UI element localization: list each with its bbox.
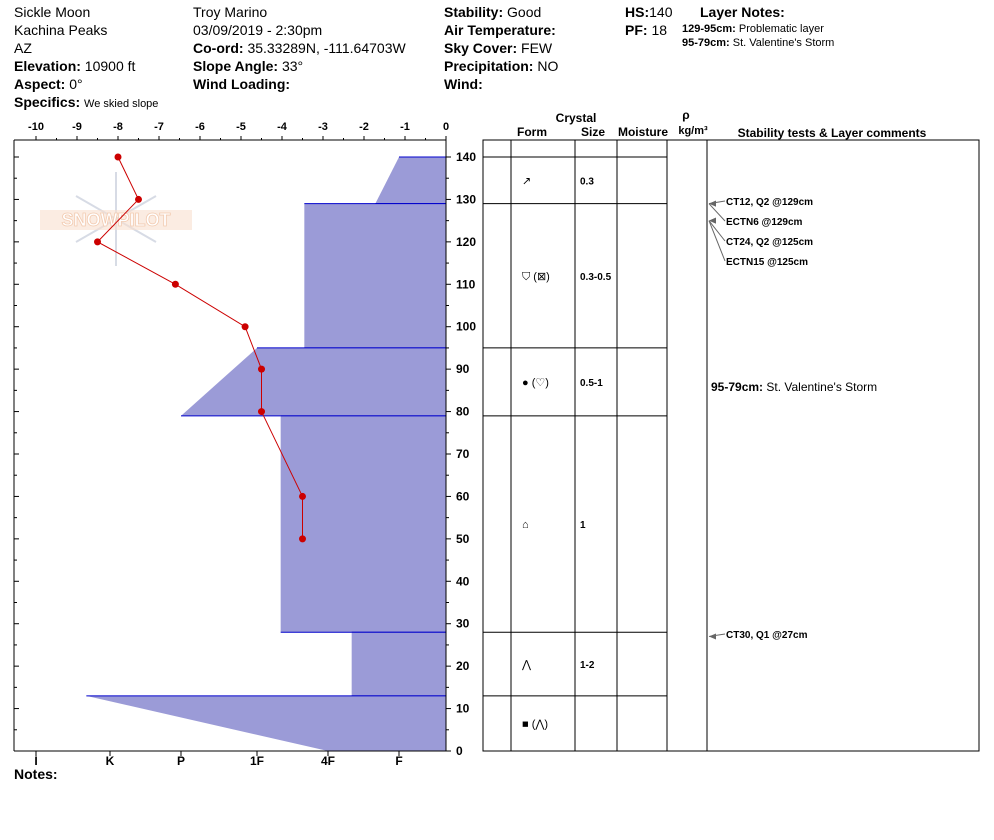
temp-tick-label: -7 [154,121,164,133]
layer-notes-label: Layer Notes: [700,4,785,20]
hardness-tick-label: P [176,754,186,768]
elevation-value: 10900 ft [84,58,136,74]
hardness-layer [281,416,446,632]
temperature-point [299,493,306,500]
temperature-point [94,238,101,245]
crystal-header: Crystal [555,111,597,125]
stability-tests [709,197,813,641]
aspect-value: 0° [69,76,83,92]
state-name: AZ [14,40,32,56]
layer-comment-text: St. Valentine's Storm [766,380,878,394]
height-tick-label: 0 [456,744,463,758]
hardness-layer [352,632,446,696]
temp-tick-label: -3 [318,121,328,133]
height-tick-label: 60 [456,489,470,504]
stability-value: Good [507,4,542,20]
pf-label: PF: [625,22,648,38]
stability-test-label: CT24, Q2 @125cm [726,237,814,248]
layer-table [483,108,979,751]
temp-tick-label: 0 [442,121,450,133]
hardness-tick-label: 4F [320,754,336,768]
hardness-tick-label: I [34,754,38,768]
tests-header: Stability tests & Layer comments [737,126,927,140]
moisture-header: Moisture [617,125,669,139]
notes-label-text: Notes: [14,766,58,782]
layer-note-text: St. Valentine's Storm [732,37,835,49]
height-tick-label: 10 [456,701,470,716]
stability-test-label: CT12, Q2 @129cm [726,197,814,208]
hardness-tick-label: 1F [249,754,265,768]
wind-label: Wind: [444,76,483,92]
temp-tick-label: -9 [72,121,82,133]
height-tick-label: 90 [456,362,470,377]
height-tick-label: 40 [456,574,470,589]
crystal-form-icon: ⌂ [522,519,529,532]
test-pointer [709,204,725,221]
height-tick-label: 120 [456,234,477,249]
hardness-tick-label: F [395,754,403,768]
date-time: 03/09/2019 - 2:30pm [193,22,323,38]
coord-value: 35.33289N, -111.64703W [247,40,406,56]
stability-test-label: CT30, Q1 @27cm [726,630,808,641]
temperature-point [172,281,179,288]
temp-tick-label: -5 [236,121,246,133]
range-name: Kachina Peaks [14,22,108,38]
table-frame [483,140,979,751]
height-tick-label: 140 [456,150,477,164]
stability-test-label: ECTN15 @125cm [726,257,809,268]
temp-tick-label: -4 [277,121,287,133]
coord-label: Co-ord: [193,40,244,56]
logo-text: SNOWPILOT [61,210,171,230]
precip-label: Precipitation: [444,58,534,74]
hardness-profile [86,157,446,751]
test-arrowhead [709,201,716,207]
height-tick-label: 30 [456,616,470,631]
location-name: Sickle Moon [14,4,91,20]
height-tick-label: 20 [456,659,470,674]
density-unit-header: kg/m³ [678,125,708,137]
precip-value: NO [537,58,559,74]
specifics-value: We skied slope [84,98,159,110]
height-tick-label: 80 [456,404,470,419]
temperature-point [135,196,142,203]
test-arrowhead [709,633,716,639]
temp-tick-label: -10 [28,121,44,133]
test-pointer [709,221,725,241]
observer-name: Troy Marino [193,4,268,20]
air-temp-label: Air Temperature: [444,22,556,38]
crystal-size: 0.3 [580,176,594,188]
crystal-form-icon: ⛉ (⊠) [522,270,550,283]
crystal-size: 1 [580,520,586,532]
height-tick-label: 100 [456,319,477,334]
size-header: Size [580,125,606,139]
stability-label: Stability: [444,4,504,20]
temperature-point [258,408,265,415]
layer-comment-range: 95-79cm: [711,380,764,394]
temp-tick-label: -6 [195,121,205,133]
crystal-form-icon: ■ (⋀) [522,718,549,731]
crystal-size: 0.3-0.5 [580,271,612,283]
height-tick-label: 130 [456,192,477,207]
layer-comment [711,380,877,394]
rho-header: ρ [682,108,690,122]
temp-tick-label: -1 [400,121,410,133]
slope-label: Slope Angle: [193,58,279,74]
layer-note-range: 95-79cm: [682,37,730,49]
temperature-point [299,535,306,542]
specifics-label: Specifics: [14,94,81,110]
sky-cover-label: Sky Cover: [444,40,518,56]
temp-tick-label: -8 [113,121,123,133]
wind-loading-label: Wind Loading: [193,76,291,92]
slope-value: 33° [281,58,304,74]
crystal-size: 1-2 [580,660,595,672]
layer-note-range: 129-95cm: [682,23,736,35]
crystal-form-icon: ⋀ [522,659,532,672]
layer-note-text: Problematic layer [738,23,824,35]
height-tick-label: 70 [456,447,470,461]
temperature-point [115,154,122,161]
test-pointer [709,221,725,261]
crystal-form-icon: ↗ [522,175,532,188]
hardness-layer [181,348,446,416]
temperature-point [242,323,249,330]
pf-value: 18 [651,22,668,38]
hardness-tick-label: K [105,754,115,768]
hs-value: 140 [649,4,673,20]
hardness-layer [86,696,446,751]
crystal-form-icon: ● (♡) [522,376,549,389]
hardness-layer [375,157,446,204]
crystal-size: 0.5-1 [580,377,603,389]
height-tick-label: 50 [456,531,470,546]
hardness-layer [304,204,446,348]
sky-cover-value: FEW [521,40,553,56]
height-tick-label: 110 [456,277,476,292]
temperature-point [258,366,265,373]
temp-tick-label: -2 [359,121,369,133]
elevation-label: Elevation: [14,58,81,74]
hs-label: HS: [625,4,650,20]
stability-test-label: ECTN6 @129cm [726,217,803,228]
aspect-label: Aspect: [14,76,66,92]
form-header: Form [517,125,547,139]
